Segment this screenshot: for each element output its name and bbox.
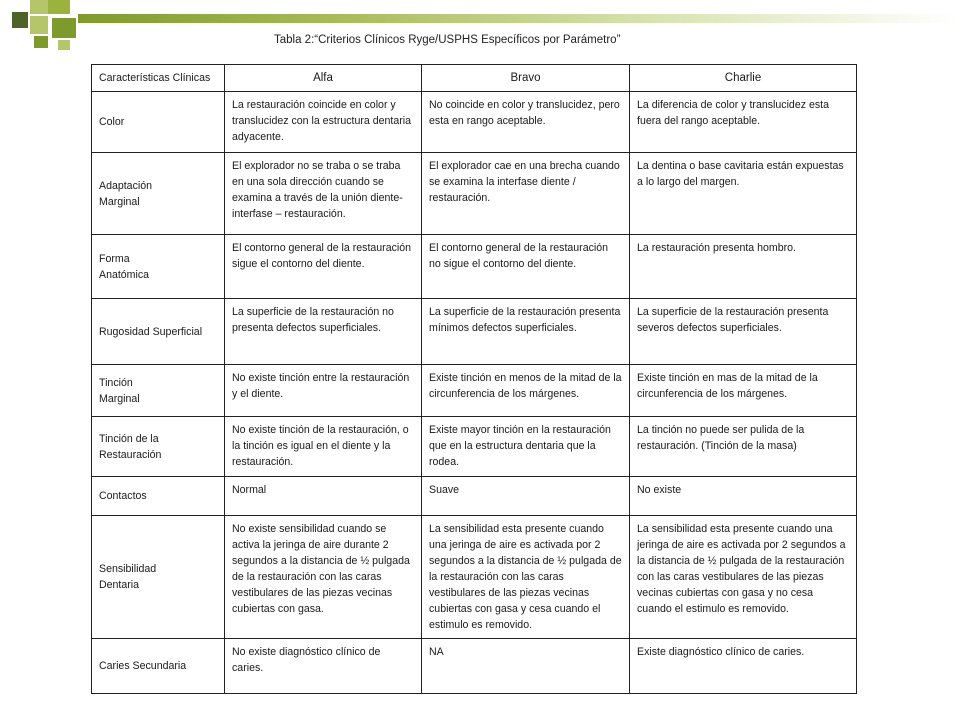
row-label (92, 235, 225, 299)
cell-alfa: Normal (225, 477, 422, 516)
cell-charlie: La sensibilidad esta presente cuando una jeringa de aire es activada por 2 segundos a la distancia de ½ pulgada de la restauración con las caras vestibulares de las piezas vecinas cubiertas con gasa y no cesa cuando el estimulo es removido. (630, 516, 857, 639)
cell-alfa: No existe tinción entre la restauración y el diente. (225, 365, 422, 417)
cell-charlie: La diferencia de color y translucidez esta fuera del rango aceptable. (630, 92, 857, 153)
cell-bravo: Existe tinción en menos de la mitad de la circunferencia de los márgenes. (422, 365, 630, 417)
cell-charlie: La tinción no puede ser pulida de la restauración. (Tinción de la masa) (630, 417, 857, 477)
row-label-line: Restauración (99, 448, 162, 461)
row-label (92, 92, 225, 153)
table-row (92, 365, 857, 417)
cell-charlie: La dentina o base cavitaria están expuestas a lo largo del margen. (630, 153, 857, 235)
cell-alfa: El contorno general de la restauración sigue el contorno del diente. (225, 235, 422, 299)
table-row (92, 153, 857, 235)
cell-bravo: Suave (422, 477, 630, 516)
deco-square (58, 40, 70, 50)
cell-bravo: El explorador cae en una brecha cuando se examina la interfase diente / restauración. (422, 153, 630, 235)
header-alfa: Alfa (225, 65, 422, 92)
header-bravo: Bravo (422, 65, 630, 92)
cell-bravo: Existe mayor tinción en la restauración que en la estructura dentaria que la rodea. (422, 417, 630, 477)
row-label-line: Rugosidad Superficial (99, 325, 203, 338)
row-label (92, 365, 225, 417)
row-label-line: Adaptación (99, 179, 153, 192)
header-characteristics: Características Clínicas (92, 65, 225, 92)
cell-bravo: La sensibilidad esta presente cuando una jeringa de aire es activada por 2 segundos a la distancia de ½ pulgada de la restauración con las caras vestibulares de las piezas vecinas cubiertas con gasa y cesa cuando el estimulo es removido. (422, 516, 630, 639)
table-row (92, 477, 857, 516)
table-row (92, 516, 857, 639)
cell-alfa: No existe diagnóstico clínico de caries. (225, 639, 422, 694)
deco-square (52, 18, 76, 38)
cell-alfa: La superficie de la restauración no presenta defectos superficiales. (225, 299, 422, 365)
cell-bravo: NA (422, 639, 630, 694)
cell-charlie: Existe diagnóstico clínico de caries. (630, 639, 857, 694)
cell-charlie: Existe tinción en mas de la mitad de la circunferencia de los márgenes. (630, 365, 857, 417)
cell-charlie: No existe (630, 477, 857, 516)
cell-alfa: El explorador no se traba o se traba en una sola dirección cuando se examina a través de la unión diente-interfase – restauración. (225, 153, 422, 235)
row-label (92, 153, 225, 235)
row-label-line: Marginal (99, 392, 140, 405)
row-label-line: Dentaria (99, 579, 140, 591)
header-gradient-bar (78, 14, 958, 23)
cell-charlie: La restauración presenta hombro. (630, 235, 857, 299)
row-label-line: Tinción de la (99, 432, 159, 445)
table-header-row (92, 65, 857, 92)
table-row (92, 235, 857, 299)
row-label-line: Anatómica (99, 268, 150, 281)
table-row (92, 92, 857, 153)
row-label (92, 477, 225, 516)
table-row (92, 299, 857, 365)
cell-alfa: No existe sensibilidad cuando se activa la jeringa de aire durante 2 segundos a la distancia de ½ pulgada de la restauración con las caras vestibulares de las piezas vecinas cubiertas con gasa. (225, 516, 422, 639)
deco-square (12, 12, 28, 28)
row-label-line: Marginal (99, 195, 140, 208)
row-label-line: Tinción (99, 376, 133, 389)
row-label (92, 639, 225, 694)
row-label-line: Forma (99, 252, 130, 265)
deco-square (34, 36, 48, 48)
row-label-line: Color (99, 116, 125, 128)
row-label (92, 417, 225, 477)
row-label (92, 299, 225, 365)
row-label-line: Contactos (99, 490, 147, 502)
row-label-line: Sensibilidad (99, 563, 157, 575)
deco-square (30, 0, 48, 14)
criteria-table (91, 64, 857, 694)
deco-square (48, 0, 70, 14)
cell-alfa: No existe tinción de la restauración, o la tinción es igual en el diente y la restauración. (225, 417, 422, 477)
cell-bravo: El contorno general de la restauración no sigue el contorno del diente. (422, 235, 630, 299)
header-charlie: Charlie (630, 65, 857, 92)
cell-charlie: La superficie de la restauración presenta severos defectos superficiales. (630, 299, 857, 365)
table-row (92, 417, 857, 477)
row-label (92, 516, 225, 639)
cell-alfa: La restauración coincide en color y translucidez con la estructura dentaria adyacente. (225, 92, 422, 153)
cell-bravo: No coincide en color y translucidez, pero esta en rango aceptable. (422, 92, 630, 153)
table-row (92, 639, 857, 694)
table-title: Tabla 2:“Criterios Clínicos Ryge/USPHS Específicos por Parámetro” (274, 34, 621, 46)
cell-bravo: La superficie de la restauración presenta mínimos defectos superficiales. (422, 299, 630, 365)
row-label-line: Caries Secundaria (99, 660, 187, 672)
deco-square (30, 16, 48, 34)
